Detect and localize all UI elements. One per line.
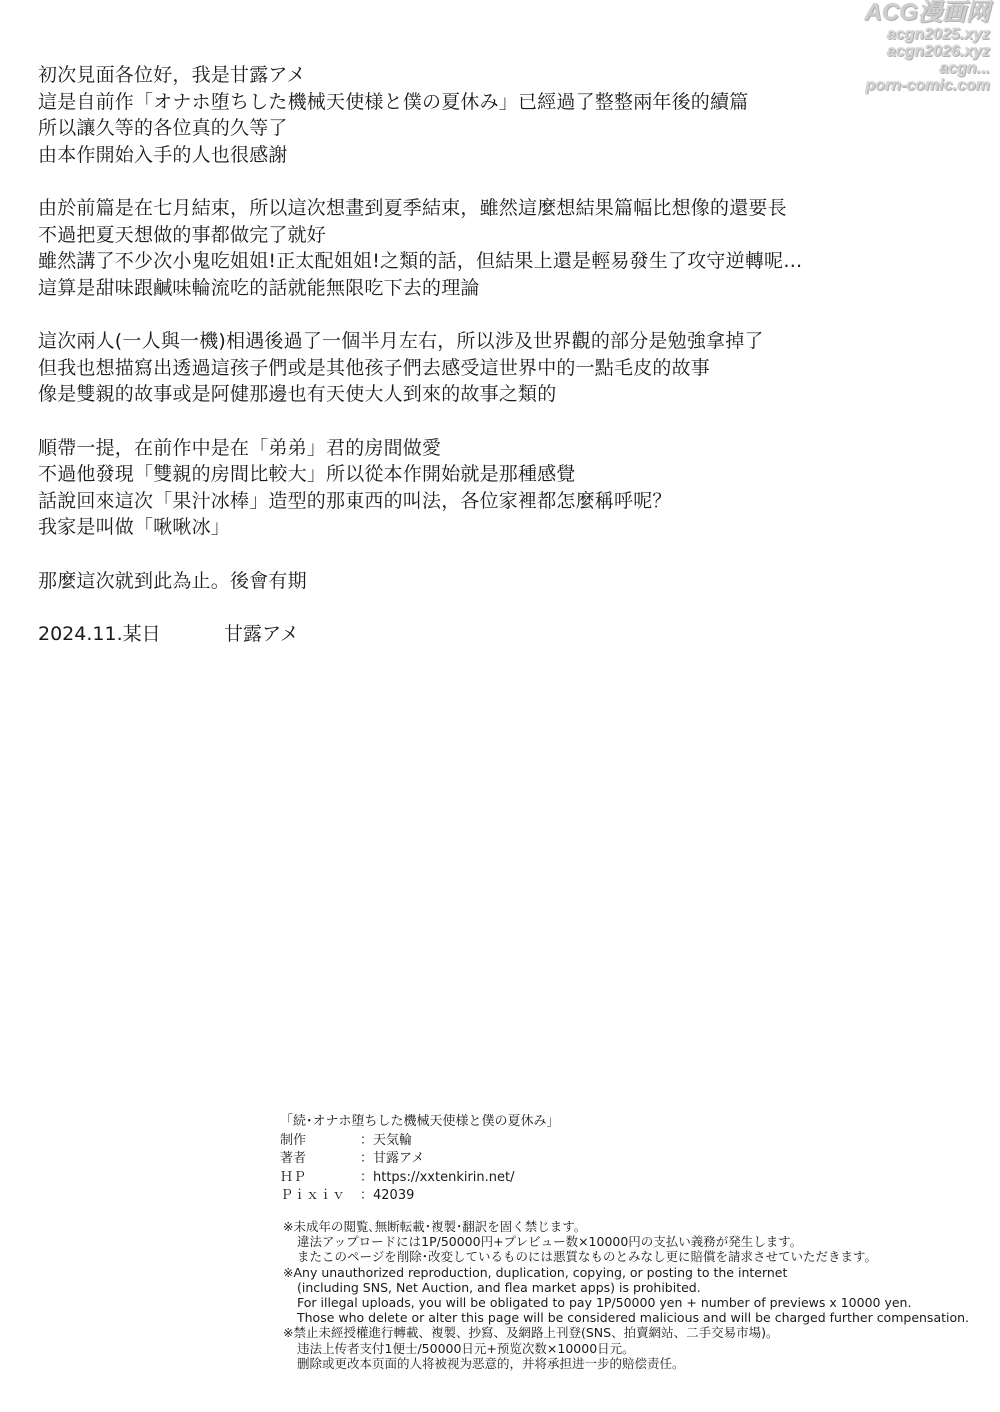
afterword-line: 雖然講了不少次小鬼吃姐姐!正太配姐姐!之類的話，但結果上還是輕易發生了攻守逆轉呢… <box>38 250 803 272</box>
signature-author: 甘露アメ <box>224 623 299 645</box>
notice-line: Those who delete or alter this page will be considered malicious and will be charged further compensation. <box>297 1310 970 1326</box>
copyright-notice <box>283 1219 969 1371</box>
signature-date: 2024.11.某日 <box>38 623 161 645</box>
afterword-paragraph <box>38 62 938 168</box>
credit-row <box>280 1187 560 1206</box>
credit-row <box>280 1169 560 1188</box>
afterword-line: 不過他發現「雙親的房間比較大」所以從本作開始就是那種感覺 <box>38 463 576 485</box>
afterword-line: 初次見面各位好，我是甘露アメ <box>38 64 306 86</box>
watermark-line: acgn... <box>939 60 990 77</box>
afterword-line: 由本作開始入手的人也很感謝 <box>38 143 288 166</box>
credit-label: 著者 <box>280 1151 307 1166</box>
afterword-line: 我家是叫做「啾啾冰」 <box>38 516 231 538</box>
notice-line: ※Any unauthorized reproduction, duplication, copying, or posting to the internet <box>283 1264 788 1280</box>
notice-line: 违法上传者支付1便士/50000日元+预览次数×10000日元。 <box>297 1340 635 1356</box>
credit-value: ：42039 <box>360 1188 415 1203</box>
credit-label: ＨＰ <box>280 1169 307 1185</box>
credit-label: 制作 <box>280 1132 307 1148</box>
afterword-line: 但我也想描寫出透過這孩子們或是其他孩子們去感受這世界中的一點毛皮的故事 <box>38 356 711 379</box>
afterword <box>38 62 938 647</box>
afterword-line: 由於前篇是在七月結束，所以這次想畫到夏季結束，雖然這麼想結果篇幅比想像的還要長 <box>38 197 787 219</box>
afterword-line: 那麼這次就到此為止。後會有期 <box>38 569 307 592</box>
afterword-line: 這次兩人(一人與一機)相遇後過了一個半月左右，所以涉及世界觀的部分是勉強拿掉了 <box>38 330 764 352</box>
afterword-paragraph <box>38 195 938 301</box>
notice-line: For illegal uploads, you will be obligated to pay 1P/50000 yen + number of previews x 10000 yen. <box>297 1295 912 1311</box>
afterword-paragraph <box>38 328 938 408</box>
afterword-line: 像是雙親的故事或是阿健那邊也有天使大人到來的故事之類的 <box>38 383 557 405</box>
afterword-line: 所以讓久等的各位真的久等了 <box>38 117 288 139</box>
notice-line: 删除或更改本页面的人将被视为恶意的，并将承担进一步的赔偿责任。 <box>297 1355 685 1371</box>
credit-label: Ｐｉｘｉｖ <box>280 1188 346 1203</box>
watermark-brand: ACG漫画网 <box>864 0 990 26</box>
afterword-paragraph <box>38 435 938 541</box>
watermark-line: acgn2025.xyz <box>886 26 990 43</box>
afterword-line: 這算是甜味跟鹹味輪流吃的話就能無限吃下去的理論 <box>38 276 480 299</box>
afterword-line: 話說回來這次「果汁冰棒」造型的那東西的叫法，各位家裡都怎麼稱呼呢？ <box>38 489 672 512</box>
watermark-line: acgn2026.xyz <box>886 43 990 60</box>
credit-row <box>280 1132 560 1151</box>
credit-value: ：https://xxtenkirin.net/ <box>360 1169 515 1185</box>
afterword-line: 順帶一提，在前作中是在「弟弟」君的房間做愛 <box>38 436 442 459</box>
afterword-line: 這是自前作「オナホ堕ちした機械天使様と僕の夏休み」已經過了整整兩年後的續篇 <box>38 90 749 113</box>
notice-line: またこのページを削除･改変しているものには悪質なものとみなし更に賠償を請求させていただきます。 <box>297 1249 878 1265</box>
afterword-line: 不過把夏天想做的事都做完了就好 <box>38 223 327 246</box>
credit-row <box>280 1150 560 1169</box>
notice-line: (including SNS, Net Auction, and flea market apps) is prohibited. <box>297 1279 701 1295</box>
afterword-paragraph <box>38 568 938 595</box>
watermark-line: porn-comic.com <box>865 77 990 94</box>
signature <box>38 621 938 647</box>
notice-line: ※禁止未經授權進行轉載、複製、抄寫、及網路上刊登(SNS、拍賣網站、二手交易市場)。 <box>283 1325 779 1341</box>
notice-line: ※未成年の閲覧､無断転載･複製･翻訳を固く禁じます。 <box>283 1219 587 1234</box>
colophon-title: 「続･オナホ堕ちした機械天使様と僕の夏休み」 <box>280 1114 560 1129</box>
credit-value: ：甘露アメ <box>360 1151 425 1166</box>
notice-line: 違法アップロードには1P/50000円+プレビュー数×10000円の支払い義務が発生します。 <box>297 1234 803 1250</box>
credit-value: ：天気輪 <box>360 1132 413 1148</box>
colophon <box>280 1113 560 1206</box>
